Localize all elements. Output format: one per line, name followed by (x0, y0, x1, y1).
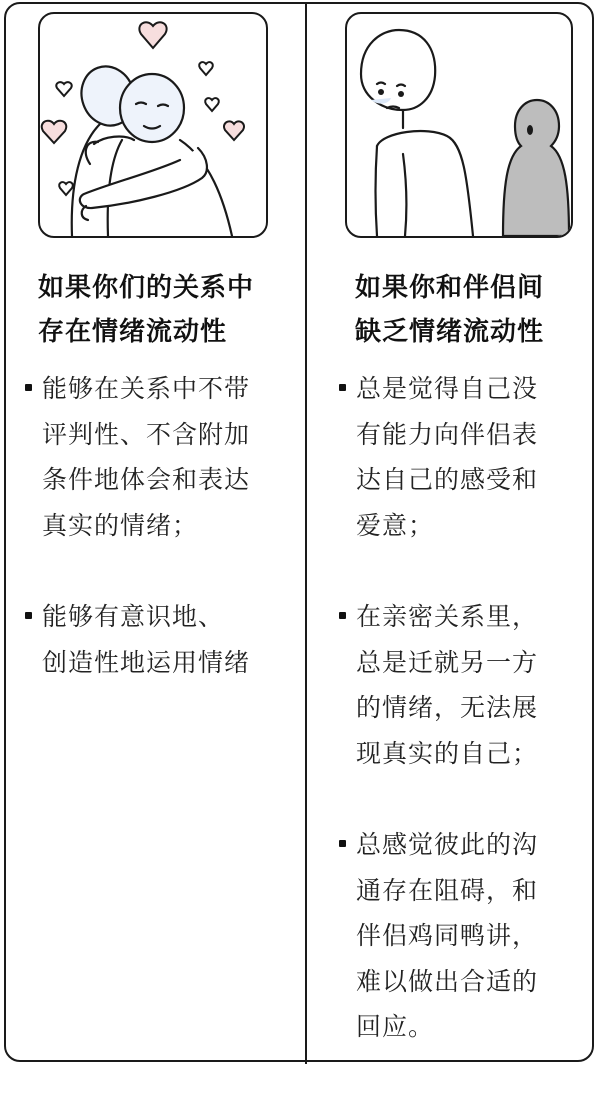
list-item (334, 366, 600, 548)
bullet-line: 达自己的感受和 (356, 465, 539, 494)
lonely-person-illustration (345, 12, 573, 238)
bullet-icon (339, 840, 346, 847)
heart-icon (139, 22, 166, 48)
left-column (6, 4, 303, 1060)
list-item (20, 594, 300, 685)
bullet-line: 的情绪，无法展 (356, 693, 539, 722)
bullet-line: 现真实的自己； (356, 738, 539, 768)
right-bullet-list (334, 366, 600, 1096)
bullet-line: 爱意； (356, 510, 435, 540)
hugging-couple-illustration (38, 12, 268, 238)
heart-icon (224, 121, 244, 140)
bullet-icon (25, 612, 32, 619)
list-item (20, 366, 300, 548)
heading-line: 存在情绪流动性 (38, 317, 228, 347)
list-item (334, 822, 600, 1050)
bullet-line: 能够有意识地、 (42, 602, 225, 631)
bullet-line: 评判性、不含附加 (42, 419, 251, 449)
heart-icon (59, 182, 73, 195)
bullet-line: 在亲密关系里， (356, 602, 539, 631)
heart-icon (42, 121, 67, 143)
bullet-line: 回应。 (356, 1012, 435, 1041)
bullet-line: 通存在阻碍，和 (356, 875, 539, 905)
bullet-line: 伴侣鸡同鸭讲， (356, 921, 539, 950)
left-bullet-list (20, 366, 300, 731)
heart-icon (56, 82, 71, 96)
hugging-couple-icon (40, 14, 266, 236)
bullet-line: 创造性地运用情绪 (42, 647, 251, 677)
bullet-line: 总感觉彼此的沟 (356, 830, 539, 859)
bullet-icon (25, 384, 32, 391)
bullet-icon (339, 384, 346, 391)
lonely-person-icon (347, 14, 571, 236)
bullet-icon (339, 612, 346, 619)
right-heading (355, 266, 600, 354)
bullet-line: 条件地体会和表达 (42, 465, 251, 494)
heart-icon (199, 62, 213, 75)
left-heading (38, 266, 288, 354)
bullet-line: 总是觉得自己没 (356, 374, 539, 403)
bullet-line: 有能力向伴侣表 (356, 419, 539, 449)
heading-line: 如果你们的关系中 (38, 273, 255, 303)
heading-line: 缺乏情绪流动性 (355, 317, 545, 347)
card-frame (4, 2, 594, 1062)
bullet-line: 真实的情绪； (42, 510, 199, 540)
heart-icon (205, 98, 219, 111)
list-item (334, 594, 600, 776)
right-column (307, 4, 600, 1060)
bullet-line: 总是迁就另一方 (356, 647, 539, 677)
bullet-line: 难以做出合适的 (356, 966, 539, 996)
bullet-line: 能够在关系中不带 (42, 374, 251, 403)
heading-line: 如果你和伴侣间 (355, 273, 545, 303)
